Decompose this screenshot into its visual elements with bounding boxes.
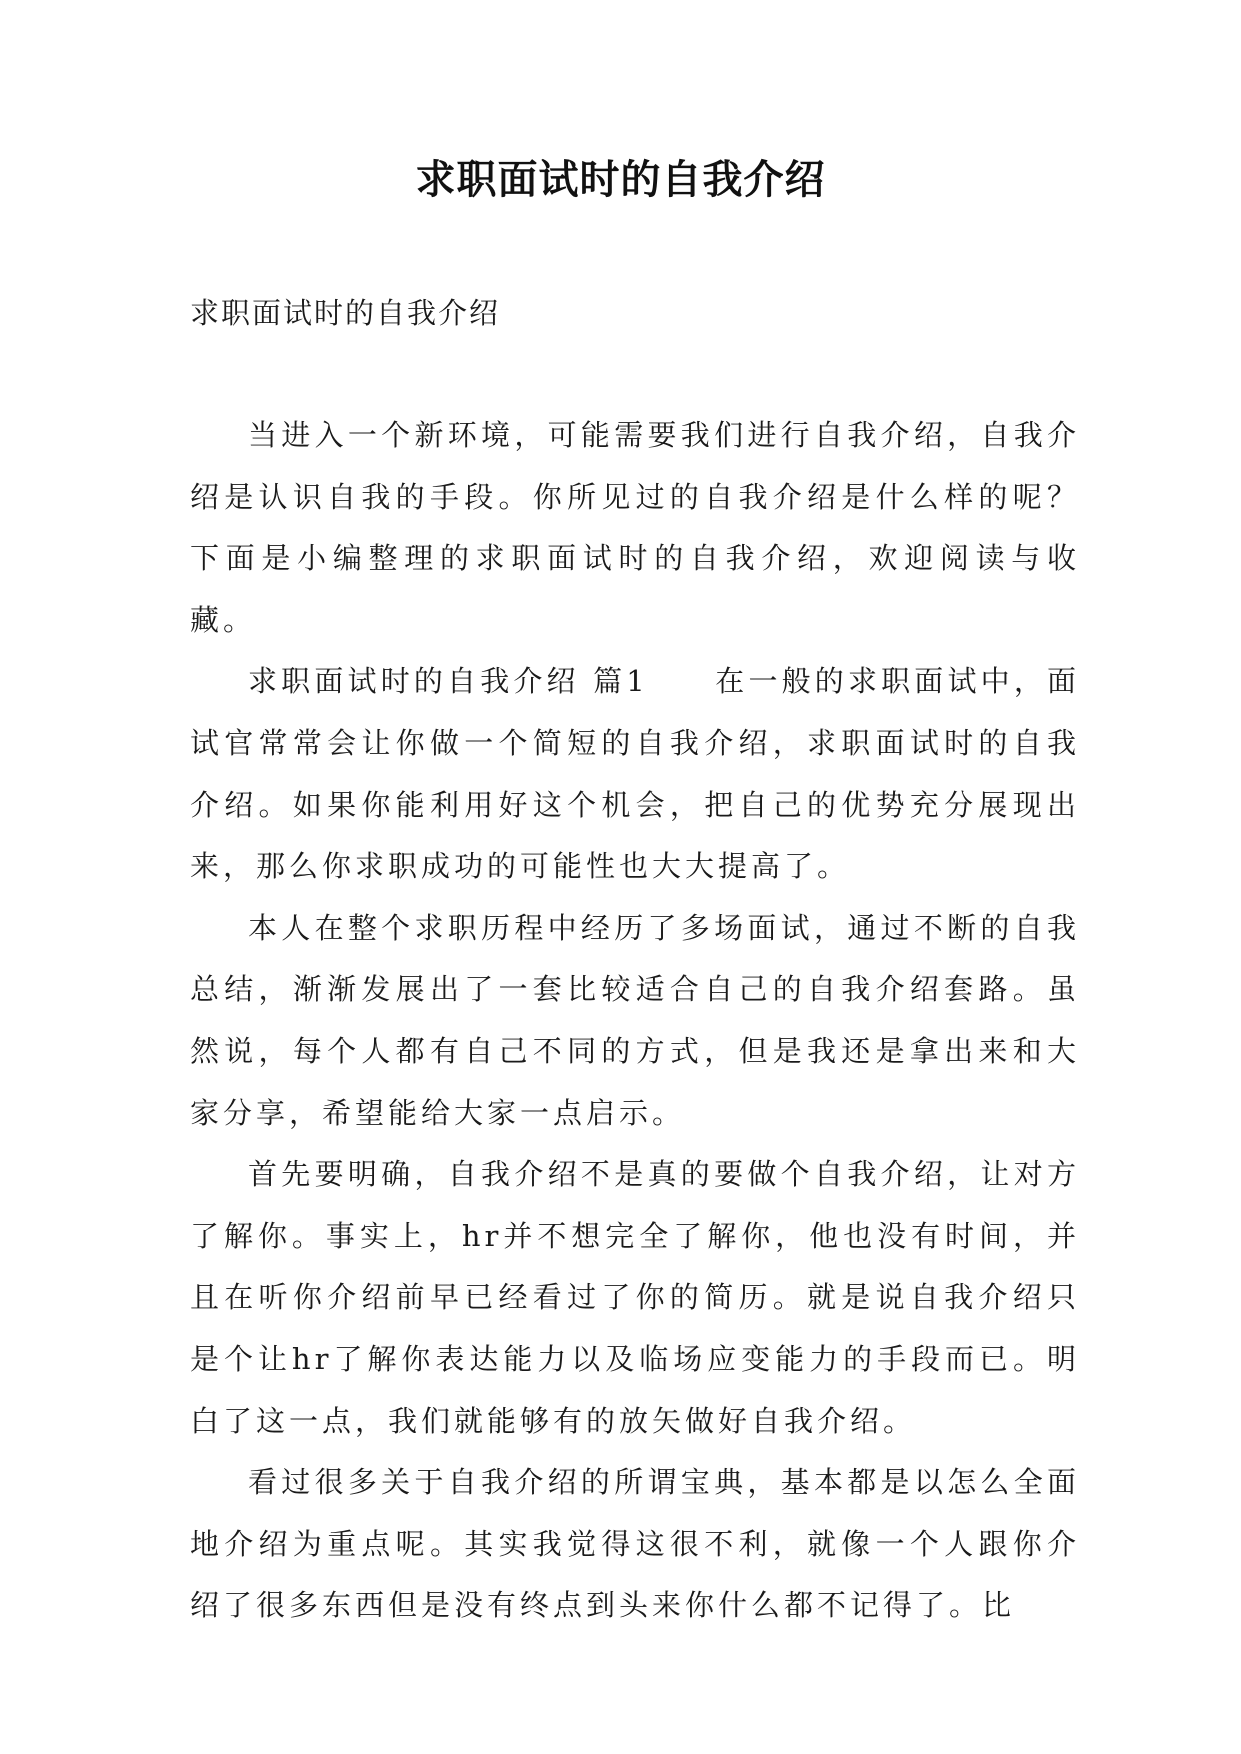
document-body [190, 405, 1080, 1637]
page-title: 求职面试时的自我介绍 [415, 157, 826, 203]
paragraph-section-1: 求职面试时的自我介绍 篇1 在一般的求职面试中，面试官常常会让你做一个简短的自我介绍，求职面试时的自我介绍。如果你能利用好这个机会，把自己的优势充分展现出来，那么你求职成功的可能性也大大提高了。 [190, 664, 1080, 884]
paragraph-guides: 看过很多关于自我介绍的所谓宝典，基本都是以怎么全面地介绍为重点呢。其实我觉得这很不利，就像一个人跟你介绍了很多东西但是没有终点到头来你什么都不记得了。比 [190, 1465, 1080, 1623]
paragraph-experience: 本人在整个求职历程中经历了多场面试，通过不断的自我总结，渐渐发展出了一套比较适合自己的自我介绍套路。虽然说，每个人都有自己不同的方式，但是我还是拿出来和大家分享，希望能给大家一点启示。 [190, 910, 1080, 1130]
paragraph-intro: 当进入一个新环境，可能需要我们进行自我介绍，自我介绍是认识自我的手段。你所见过的自我介绍是什么样的呢？下面是小编整理的求职面试时的自我介绍，欢迎阅读与收藏。 [190, 418, 1080, 637]
paragraph-clarify: 首先要明确，自我介绍不是真的要做个自我介绍，让对方了解你。事实上，hr并不想完全了解你，他也没有时间，并且在听你介绍前早已经看过了你的简历。就是说自我介绍只是个让hr了解你表达能力以及临场应变能力的手段而已。明白了这一点，我们就能够有的放矢做好自我介绍。 [190, 1157, 1080, 1438]
document-subtitle: 求职面试时的自我介绍 [190, 296, 501, 330]
